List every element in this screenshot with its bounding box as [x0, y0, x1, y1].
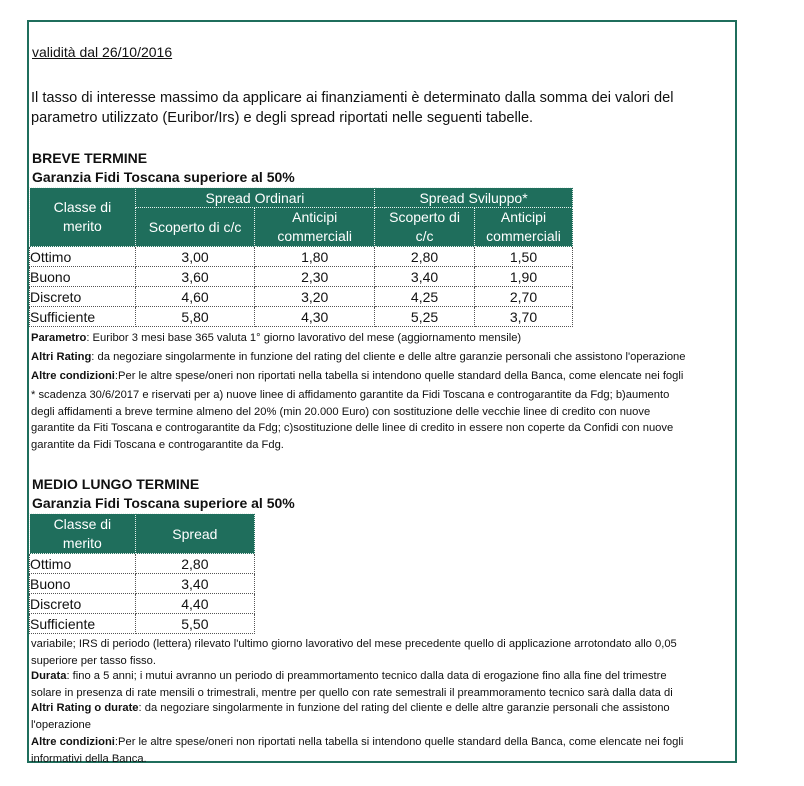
rating-note: Altri Rating o durate: da negoziare singolarmente in funzione del rating del cliente e delle altre garanzie personali che assistono l'operazione	[31, 702, 670, 731]
variable-note: variabile; IRS di periodo (lettera) rilevato l'ultimo giorno lavorativo del mese precedente quello di applicazione arrotondato allo 0,05 superiore per tasso fisso.	[31, 638, 677, 667]
class-cell: Sufficiente	[30, 307, 136, 327]
value-cell: 2,80	[375, 247, 475, 267]
class-cell: Buono	[30, 574, 136, 594]
value-cell: 3,60	[135, 267, 255, 287]
table-row	[30, 307, 573, 327]
rating-note: Altri Rating: da negoziare singolarmente in funzione del rating del cliente e delle altre garanzie personali che assistono l'operazione	[31, 351, 686, 363]
spread-header: Spread	[135, 514, 254, 554]
value-cell: 3,00	[135, 247, 255, 267]
value-cell: 3,40	[135, 574, 254, 594]
value-cell: 4,40	[135, 594, 254, 614]
value-cell: 2,80	[135, 554, 254, 574]
table-row	[30, 594, 255, 614]
value-cell: 5,50	[135, 614, 254, 634]
long-term-table	[29, 513, 255, 634]
class-header: Classe di merito	[30, 514, 136, 554]
value-cell: 4,25	[375, 287, 475, 307]
value-cell: 5,25	[375, 307, 475, 327]
advances-header: Anticipi commerciali	[255, 208, 375, 247]
value-cell: 4,60	[135, 287, 255, 307]
class-cell: Buono	[30, 267, 136, 287]
value-cell: 4,30	[255, 307, 375, 327]
value-cell: 2,30	[255, 267, 375, 287]
table-row	[30, 287, 573, 307]
table-row	[30, 614, 255, 634]
value-cell: 2,70	[475, 287, 573, 307]
value-cell: 3,70	[475, 307, 573, 327]
short-term-subtitle: Garanzia Fidi Toscana superiore al 50%	[32, 169, 295, 185]
intro-line: Il tasso di interesse massimo da applicare ai finanziamenti è determinato dalla somma dei valori del	[31, 90, 674, 106]
class-header: Classe di merito	[30, 188, 136, 247]
class-cell: Sufficiente	[30, 614, 136, 634]
class-cell: Discreto	[30, 594, 136, 614]
conditions-note: Altre condizioni:Per le altre spese/oneri non riportati nella tabella si intendono quelle standard della Banca, come elencate nei fogli	[31, 370, 684, 382]
class-cell: Ottimo	[30, 247, 136, 267]
value-cell: 1,80	[255, 247, 375, 267]
class-cell: Ottimo	[30, 554, 136, 574]
table-row	[30, 267, 573, 287]
value-cell: 5,80	[135, 307, 255, 327]
table-row	[30, 247, 573, 267]
long-term-title: MEDIO LUNGO TERMINE	[32, 476, 200, 492]
long-term-subtitle: Garanzia Fidi Toscana superiore al 50%	[32, 495, 295, 511]
overdraft-header: Scoperto di c/c	[135, 208, 255, 247]
validity-date: validità dal 26/10/2016	[32, 44, 173, 60]
value-cell: 1,90	[475, 267, 573, 287]
parameter-note: Parametro: Euribor 3 mesi base 365 valuta 1° giorno lavorativo del mese (aggiornamento mensile)	[31, 332, 522, 344]
short-term-title: BREVE TERMINE	[32, 150, 148, 166]
value-cell: 1,50	[475, 247, 573, 267]
advances-dev-header: Anticipi commerciali	[475, 208, 573, 247]
value-cell: 3,40	[375, 267, 475, 287]
table-row	[30, 574, 255, 594]
intro-line: parametro utilizzato (Euribor/Irs) e degli spread riportati nelle seguenti tabelle.	[31, 110, 534, 126]
overdraft-dev-header: Scoperto di c/c	[375, 208, 475, 247]
conditions-note: Altre condizioni:Per le altre spese/oneri non riportati nella tabella si intendono quelle standard della Banca, come elencate nei fogli informativi della Banca.	[31, 736, 684, 765]
class-cell: Discreto	[30, 287, 136, 307]
development-spread-header: Spread Sviluppo*	[375, 188, 573, 208]
footnote: * scadenza 30/6/2017 e riservati per a) nuove linee di affidamento garantite da Fidi Toscana e controgarantite da Fdg; b)aumento degli affidamenti a breve termine almeno del 20% (min 20.000 Euro) con sostituzione delle vecchie linee di credito con nuove garantite da Fiti Toscana e controgarantite da Fdg; c)sostituzione delle linee di credito in essere non coperte da Confidi con nuove garantite da Fidi Toscana e controgarantite da Fdg.	[31, 389, 674, 451]
table-row	[30, 554, 255, 574]
ordinary-spread-header: Spread Ordinari	[135, 188, 374, 208]
value-cell: 3,20	[255, 287, 375, 307]
short-term-table	[29, 187, 573, 327]
intro-text	[31, 88, 673, 128]
duration-note: Durata: fino a 5 anni; i mutui avranno un periodo di preammortamento tecnico dalla data di erogazione fino alla fine del trimestre solare in presenza di rate mensili o trimestrali, mentre per quello con rate semestrali il preammoramento tecnico sarà dalla data di	[31, 670, 673, 699]
